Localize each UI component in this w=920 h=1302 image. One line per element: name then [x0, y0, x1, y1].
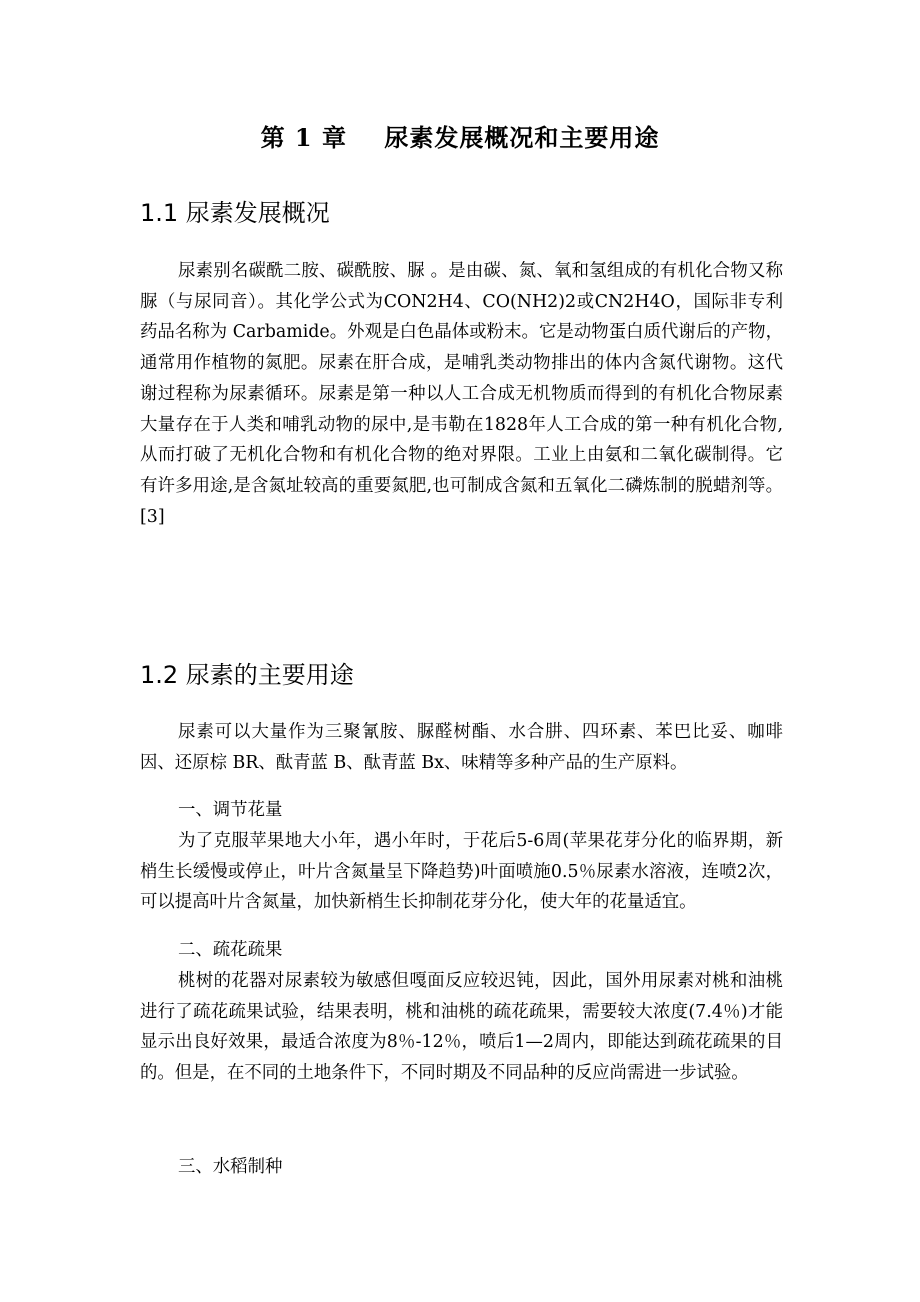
section-heading-1-2: 1.2 尿素的主要用途 — [140, 661, 354, 689]
paragraph-regulate-flowering: 为了克服苹果地大小年，遇小年时，于花后5-6周(苹果花芽分化的临界期，新梢生长缓慢或停止，叶片含氮量呈下降趋势)叶面喷施0.5％尿素水溶液，连喷2次，可以提高叶片含氮量，加快新梢生长抑制花芽分化，使大年的花量适宜。 — [140, 831, 783, 913]
subheading-regulate-flowering: 一、调节花量 — [178, 800, 283, 820]
section-1-1-paragraph: 尿素别名碳酰二胺、碳酰胺、脲 。是由碳、氮、氧和氢组成的有机化合物又称脲（与尿同音）。其化学公式为CON2H4、CO(NH2)2或CN2H4O，国际非专利药品名称为 Carbamide。外观是白色晶体或粉末。它是动物蛋白质代谢后的产物，通常用作植物的氮肥。尿素在肝合成，是哺乳类动物排出的体内含氮代谢物。这代谢过程称为尿素循环。尿素是第一种以人工合成无机物质而得到的有机化合物尿素大量存在于人类和哺乳动物的尿中,是韦勒在1828年人工合成的第一种有机化合物,从而打破了无机化合物和有机化合物的绝对界限。工业上由氨和二氧化碳制得。它有许多用途,是含氮址较高的重要氮肥,也可制成含氮和五氧化二磷炼制的脱蜡剂等。[3] — [140, 261, 783, 527]
subheading-rice-seed-production: 三、水稻制种 — [178, 1157, 283, 1177]
section-1-2-intro-paragraph: 尿素可以大量作为三聚氰胺、脲醛树酯、水合肼、四环素、苯巴比妥、咖啡因、还原棕 BR、酞青蓝 B、酞青蓝 Bx、味精等多种产品的生产原料。 — [140, 722, 783, 773]
chapter-title: 第 1 章 尿素发展概况和主要用途 — [260, 123, 660, 152]
subheading-thinning: 二、疏花疏果 — [178, 940, 283, 960]
section-heading-1-1: 1.1 尿素发展概况 — [140, 199, 330, 227]
paragraph-thinning: 桃树的花器对尿素较为敏感但嘎面反应较迟钝，因此，国外用尿素对桃和油桃进行了疏花疏果试验，结果表明，桃和油桃的疏花疏果，需要较大浓度(7.4％)才能显示出良好效果，最适合浓度为8％-12％，喷后1—2周内，即能达到疏花疏果的目的。但是，在不同的土地条件下，不同时期及不同品种的反应尚需进一步试验。 — [140, 971, 783, 1084]
